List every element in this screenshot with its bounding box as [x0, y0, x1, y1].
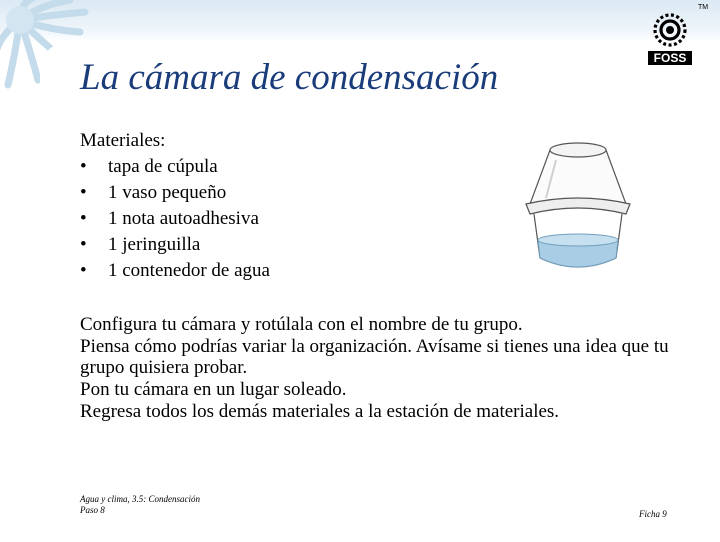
content-panel: [40, 42, 720, 542]
list-item: [80, 258, 270, 284]
list-item: [80, 154, 270, 180]
instruction-line: Regresa todos los demás materiales a la estación de materiales.: [80, 401, 560, 422]
list-item: [80, 206, 270, 232]
material-label: 1 vaso pequeño: [108, 182, 227, 203]
footer-page-label: Ficha 9: [639, 509, 667, 519]
instruction-line: Configura tu cámara y rotúlala con el nombre de tu grupo.: [80, 314, 523, 335]
material-label: 1 nota autoadhesiva: [108, 208, 259, 229]
list-item: [80, 180, 270, 206]
instruction-line: Pon tu cámara en un lugar soleado.: [80, 379, 347, 400]
footer-unit: Agua y clima, 3.5: Condensación: [80, 494, 200, 504]
foss-logo-text: FOSS: [653, 51, 687, 65]
foss-sun-icon: [645, 8, 695, 68]
instructions: [80, 314, 680, 423]
footer-source: [80, 494, 200, 516]
bullet: •: [80, 182, 87, 203]
material-label: 1 jeringuilla: [108, 234, 201, 255]
materials-list: [80, 154, 270, 284]
bullet: •: [80, 234, 87, 255]
materials-section: [80, 128, 270, 284]
footer-step: Paso 8: [80, 505, 105, 515]
bullet: •: [80, 208, 87, 229]
material-label: 1 contenedor de agua: [108, 260, 270, 281]
trademark-label: TM: [698, 4, 709, 11]
bullet: •: [80, 260, 87, 281]
materials-heading: Materiales:: [80, 130, 166, 151]
list-item: [80, 232, 270, 258]
slide-title: La cámara de condensación: [80, 57, 499, 98]
instruction-line: Piensa cómo podrías variar la organización. Avísame si tienes una idea que tu grupo quisiera probar.: [80, 336, 669, 378]
condensation-cup-icon: [522, 140, 634, 280]
material-label: tapa de cúpula: [108, 156, 218, 177]
bullet: •: [80, 156, 87, 177]
